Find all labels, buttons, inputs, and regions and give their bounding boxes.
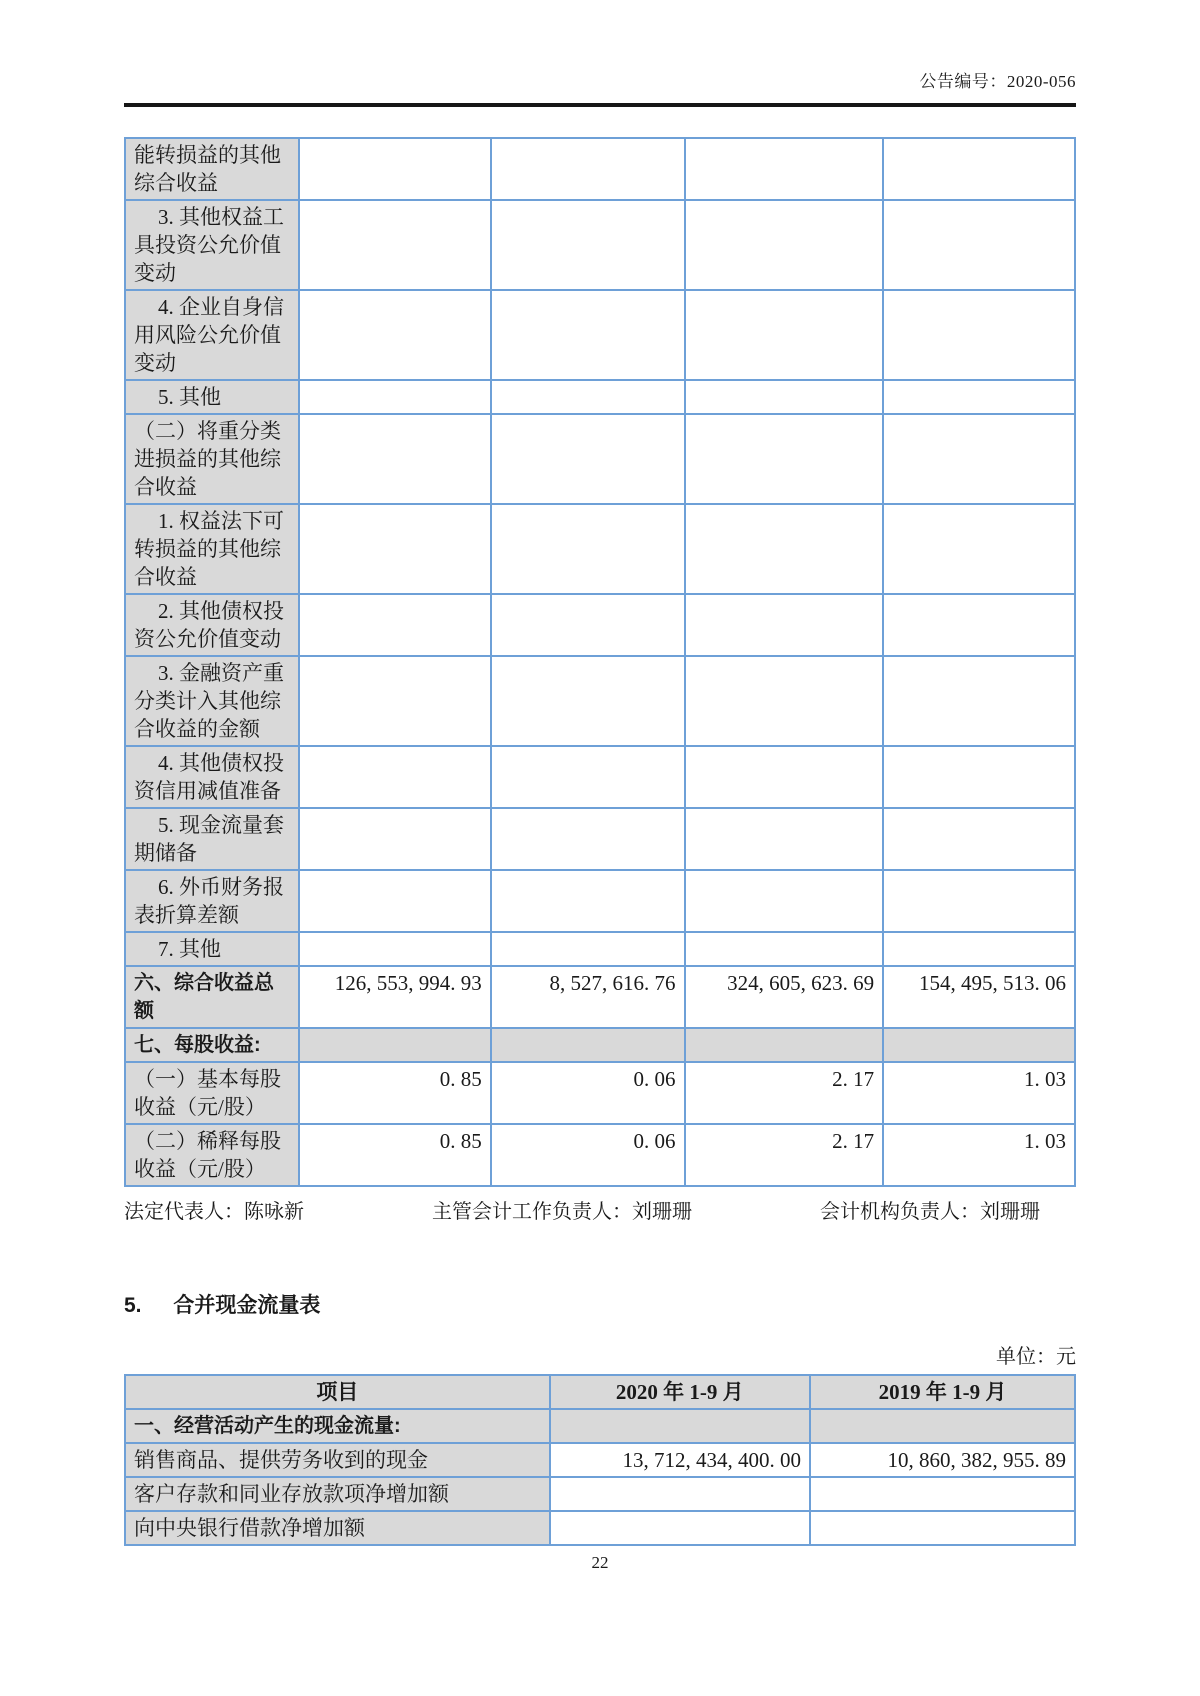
value-cell xyxy=(299,594,491,656)
value-cell xyxy=(883,138,1075,200)
value-cell xyxy=(491,380,685,414)
value-cell: 126, 553, 994. 93 xyxy=(299,966,491,1028)
section-number: 5. xyxy=(124,1294,142,1317)
table-row xyxy=(125,504,1075,594)
signature-row xyxy=(124,1198,1076,1226)
value-cell xyxy=(685,138,884,200)
value-cell xyxy=(299,1028,491,1062)
table-row xyxy=(125,1477,1075,1511)
row-label: （二）稀释每股收益（元/股） xyxy=(125,1124,299,1186)
value-cell: 2. 17 xyxy=(685,1062,884,1124)
comprehensive-income-table-body xyxy=(125,138,1075,1186)
table-row xyxy=(125,656,1075,746)
cashflow-header-2020: 2020 年 1-9 月 xyxy=(550,1375,810,1409)
value-cell xyxy=(299,380,491,414)
value-cell xyxy=(299,200,491,290)
value-cell xyxy=(810,1477,1075,1511)
announcement-number: 公告编号：2020-056 xyxy=(919,72,1076,91)
table-row xyxy=(125,1409,1075,1443)
value-cell: 324, 605, 623. 69 xyxy=(685,966,884,1028)
value-cell: 10, 860, 382, 955. 89 xyxy=(810,1443,1075,1477)
legal-representative-signature: 法定代表人：陈咏新 xyxy=(124,1201,304,1223)
table-row xyxy=(125,414,1075,504)
table-row xyxy=(125,870,1075,932)
table-row xyxy=(125,138,1075,200)
header-rule xyxy=(124,103,1076,107)
value-cell xyxy=(299,290,491,380)
comprehensive-income-table xyxy=(124,137,1076,1187)
value-cell xyxy=(299,932,491,966)
row-label: 5. 现金流量套期储备 xyxy=(125,808,299,870)
value-cell xyxy=(883,380,1075,414)
value-cell xyxy=(491,138,685,200)
value-cell xyxy=(883,504,1075,594)
cashflow-header-row xyxy=(125,1375,1075,1409)
value-cell xyxy=(685,746,884,808)
value-cell xyxy=(550,1477,810,1511)
table-row xyxy=(125,746,1075,808)
value-cell xyxy=(810,1511,1075,1545)
value-cell xyxy=(685,1028,884,1062)
row-label: 销售商品、提供劳务收到的现金 xyxy=(125,1443,550,1477)
row-label: 1. 权益法下可转损益的其他综合收益 xyxy=(125,504,299,594)
value-cell xyxy=(491,808,685,870)
table-row xyxy=(125,380,1075,414)
section-title-text: 合并现金流量表 xyxy=(173,1294,321,1317)
value-cell xyxy=(685,290,884,380)
unit-label: 单位：元 xyxy=(996,1346,1076,1368)
value-cell xyxy=(491,594,685,656)
value-cell: 8, 527, 616. 76 xyxy=(491,966,685,1028)
value-cell: 0. 85 xyxy=(299,1062,491,1124)
table-row xyxy=(125,1124,1075,1186)
value-cell xyxy=(491,504,685,594)
value-cell xyxy=(883,414,1075,504)
value-cell: 2. 17 xyxy=(685,1124,884,1186)
value-cell xyxy=(491,746,685,808)
value-cell xyxy=(810,1409,1075,1443)
value-cell: 0. 85 xyxy=(299,1124,491,1186)
value-cell: 1. 03 xyxy=(883,1124,1075,1186)
row-label: 一、经营活动产生的现金流量: xyxy=(125,1409,550,1443)
value-cell xyxy=(883,290,1075,380)
table-row xyxy=(125,594,1075,656)
row-label: 5. 其他 xyxy=(125,380,299,414)
value-cell xyxy=(685,594,884,656)
cashflow-table-body xyxy=(125,1409,1075,1545)
table-row xyxy=(125,966,1075,1028)
section-title xyxy=(124,1292,1076,1320)
cashflow-header-2019: 2019 年 1-9 月 xyxy=(810,1375,1075,1409)
value-cell: 0. 06 xyxy=(491,1124,685,1186)
value-cell xyxy=(883,1028,1075,1062)
value-cell: 13, 712, 434, 400. 00 xyxy=(550,1443,810,1477)
row-label: （一）基本每股收益（元/股） xyxy=(125,1062,299,1124)
table-row xyxy=(125,200,1075,290)
value-cell xyxy=(550,1511,810,1545)
value-cell xyxy=(491,290,685,380)
value-cell xyxy=(883,594,1075,656)
value-cell xyxy=(491,414,685,504)
cashflow-table xyxy=(124,1374,1076,1546)
chief-accounting-officer-signature: 主管会计工作负责人：刘珊珊 xyxy=(432,1201,692,1223)
value-cell xyxy=(685,380,884,414)
value-cell xyxy=(883,932,1075,966)
table-row xyxy=(125,932,1075,966)
value-cell xyxy=(685,504,884,594)
value-cell xyxy=(685,932,884,966)
row-label: 3. 金融资产重分类计入其他综合收益的金额 xyxy=(125,656,299,746)
value-cell: 154, 495, 513. 06 xyxy=(883,966,1075,1028)
table-row xyxy=(125,290,1075,380)
row-label: 七、每股收益: xyxy=(125,1028,299,1062)
row-label: 向中央银行借款净增加额 xyxy=(125,1511,550,1545)
value-cell xyxy=(685,414,884,504)
value-cell xyxy=(883,746,1075,808)
value-cell xyxy=(685,656,884,746)
row-label: 2. 其他债权投资公允价值变动 xyxy=(125,594,299,656)
value-cell: 1. 03 xyxy=(883,1062,1075,1124)
row-label: 4. 其他债权投资信用减值准备 xyxy=(125,746,299,808)
table-row xyxy=(125,808,1075,870)
table-row xyxy=(125,1062,1075,1124)
value-cell xyxy=(299,414,491,504)
value-cell: 0. 06 xyxy=(491,1062,685,1124)
row-label: （二）将重分类进损益的其他综合收益 xyxy=(125,414,299,504)
value-cell xyxy=(685,870,884,932)
value-cell xyxy=(883,870,1075,932)
page-number: 22 xyxy=(591,1553,609,1572)
table-row xyxy=(125,1511,1075,1545)
table-row xyxy=(125,1443,1075,1477)
table-row xyxy=(125,1028,1075,1062)
row-label: 六、综合收益总额 xyxy=(125,966,299,1028)
row-label: 7. 其他 xyxy=(125,932,299,966)
value-cell xyxy=(299,808,491,870)
value-cell xyxy=(491,200,685,290)
value-cell xyxy=(685,200,884,290)
value-cell xyxy=(299,656,491,746)
value-cell xyxy=(299,138,491,200)
value-cell xyxy=(883,656,1075,746)
value-cell xyxy=(685,808,884,870)
row-label: 3. 其他权益工具投资公允价值变动 xyxy=(125,200,299,290)
cashflow-header-item: 项目 xyxy=(125,1375,550,1409)
value-cell xyxy=(299,504,491,594)
value-cell xyxy=(299,746,491,808)
value-cell xyxy=(491,932,685,966)
row-label: 6. 外币财务报表折算差额 xyxy=(125,870,299,932)
value-cell xyxy=(883,200,1075,290)
value-cell xyxy=(550,1409,810,1443)
accounting-dept-head-signature: 会计机构负责人：刘珊珊 xyxy=(820,1201,1040,1223)
row-label: 能转损益的其他综合收益 xyxy=(125,138,299,200)
value-cell xyxy=(883,808,1075,870)
value-cell xyxy=(491,656,685,746)
value-cell xyxy=(491,870,685,932)
row-label: 4. 企业自身信用风险公允价值变动 xyxy=(125,290,299,380)
value-cell xyxy=(491,1028,685,1062)
value-cell xyxy=(299,870,491,932)
row-label: 客户存款和同业存放款项净增加额 xyxy=(125,1477,550,1511)
